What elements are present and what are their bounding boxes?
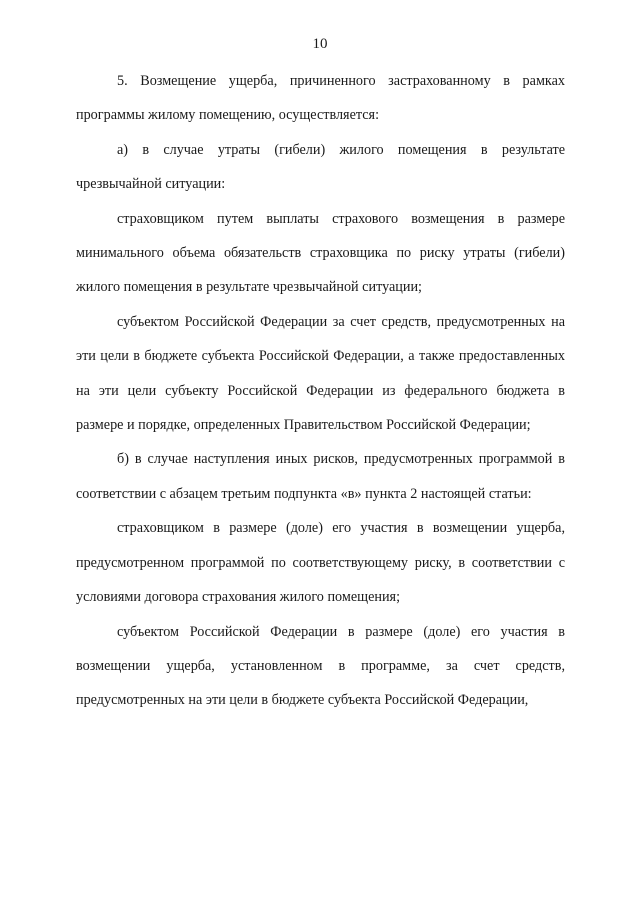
document-body [76,64,565,718]
paragraph-subject-loss: субъектом Российской Федерации за счет средств, предусмотренных на эти цели в бюджете субъекта Российской Федерации, а также предоставленных на эти цели субъекту Российской Федерации из федерального бюджета в размере и порядке, определенных Правительством Российской Федерации; [76,313,565,434]
paragraph-item-5: 5. Возмещение ущерба, причиненного застрахованному в рамках программы жилому помещению, осуществляется: [76,73,565,124]
paragraph-insurer-other-risks: страховщиком в размере (доле) его участия в возмещении ущерба, предусмотренном программой по соответствующему риску, в соответствии с условиями договора страхования жилого помещения; [76,520,565,606]
paragraph-subitem-a: а) в случае утраты (гибели) жилого помещения в результате чрезвычайной ситуации: [76,141,565,193]
paragraph-insurer-loss: страховщиком путем выплаты страхового возмещения в размере минимального объема обязательств страховщика по риску утраты (гибели) жилого помещения в результате чрезвычайной ситуации; [76,210,565,296]
paragraph-subject-other-risks: субъектом Российской Федерации в размере (доле) его участия в возмещении ущерба, установленном в программе, за счет средств, предусмотренных на эти цели в бюджете субъекта Российской Федерации, [76,623,565,709]
page-number: 10 [312,36,328,52]
paragraph-subitem-b: б) в случае наступления иных рисков, предусмотренных программой в соответствии с абзацем третьим подпункта «в» пункта 2 настоящей статьи: [76,451,565,502]
